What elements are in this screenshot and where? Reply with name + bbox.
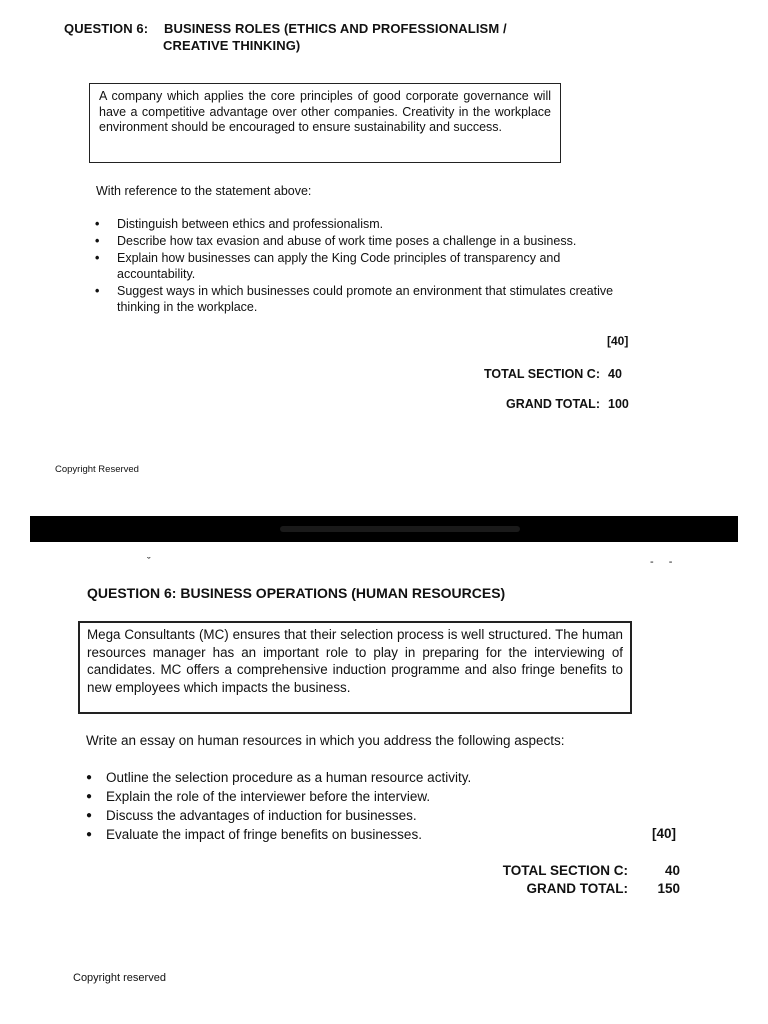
grand-total-value: 150 <box>657 881 680 896</box>
list-item: ● Outline the selection procedure as a human resource activity. <box>86 768 626 787</box>
page-separator <box>30 516 738 542</box>
list-item: • Suggest ways in which businesses could promote an environment that stimulates creative thinking in the workplace. <box>95 283 615 315</box>
page1-bullet-list <box>95 216 615 316</box>
list-item: • Explain how businesses can apply the King Code principles of transparency and accountability. <box>95 250 615 282</box>
list-item: • Distinguish between ethics and professionalism. <box>95 216 615 232</box>
grand-total-label: GRAND TOTAL: <box>526 881 628 896</box>
page1-copyright: Copyright Reserved <box>55 464 139 475</box>
page1-totals <box>400 367 640 427</box>
page1-question-label: QUESTION 6: <box>64 21 149 36</box>
page2-marks: [40] <box>652 826 677 841</box>
page1-title-line1: BUSINESS ROLES (ETHICS AND PROFESSIONALISM / <box>164 21 507 36</box>
page1-intro: With reference to the statement above: <box>96 184 312 198</box>
page1-marks: [40] <box>607 334 629 348</box>
list-item: ● Discuss the advantages of induction for businesses. <box>86 806 626 825</box>
page2-statement-box: Mega Consultants (MC) ensures that their selection process is well structured. The human resources manager has an important role to play in preparing for the interviewing of candidates. MC offers a comprehensive induction programme and also fringe benefits to new employees which impacts the business. <box>78 621 632 714</box>
total-section-label: TOTAL SECTION C: <box>484 367 600 381</box>
scan-mark-right: - - <box>650 556 679 568</box>
page1-statement-box: A company which applies the core principles of good corporate governance will have a competitive advantage over other companies. Creativity in the workplace environment should be encouraged to ensure sustainability and success. <box>89 83 561 163</box>
page1-question-title <box>64 20 507 54</box>
page2-bullet-list <box>86 768 626 844</box>
list-item: ● Explain the role of the interviewer before the interview. <box>86 787 626 806</box>
total-section-value: 40 <box>664 863 680 878</box>
page2-intro: Write an essay on human resources in which you address the following aspects: <box>86 733 565 748</box>
page2-question-title: QUESTION 6: BUSINESS OPERATIONS (HUMAN RESOURCES) <box>87 585 506 601</box>
page2-totals <box>440 862 680 898</box>
list-item: ● Evaluate the impact of fringe benefits on businesses. <box>86 825 626 844</box>
list-item: • Describe how tax evasion and abuse of work time poses a challenge in a business. <box>95 233 615 249</box>
scan-mark-left: ˇ <box>147 556 151 568</box>
total-section-label: TOTAL SECTION C: <box>502 863 628 878</box>
total-section-value: 40 <box>608 367 622 381</box>
page1-title-line2: CREATIVE THINKING) <box>163 38 301 53</box>
grand-total-label: GRAND TOTAL: <box>506 397 600 411</box>
separator-shadow <box>280 526 520 532</box>
grand-total-value: 100 <box>608 397 629 411</box>
page2-copyright: Copyright reserved <box>73 972 166 984</box>
